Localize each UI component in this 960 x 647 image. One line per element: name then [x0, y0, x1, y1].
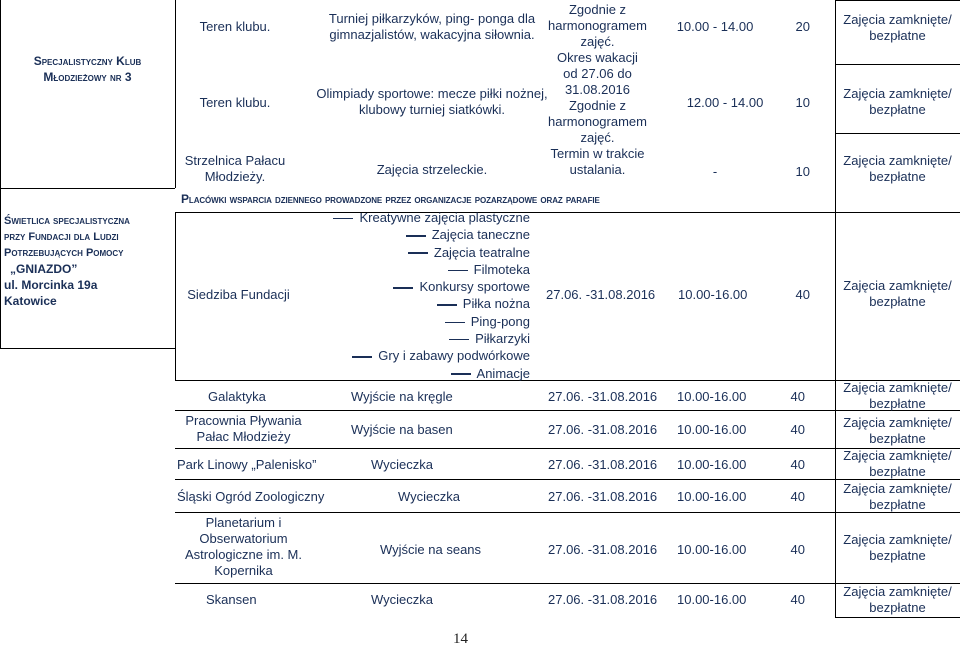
activity-item [330, 295, 530, 312]
dates-cell [535, 2, 660, 178]
place-cell: Pracownia Pływania Pałac Młodzieży [185, 413, 302, 444]
dates-line: Zgodnie z [568, 98, 627, 113]
hours-cell: 10.00-16.00 [678, 287, 748, 302]
count-cell: 40 [795, 287, 810, 302]
dates-line: harmonogramem [548, 18, 647, 33]
dates-cell: 27.06. -31.08.2016 [548, 457, 658, 472]
bullet-dash-icon [406, 235, 426, 237]
bullet-dash-icon [445, 322, 465, 324]
table-border [175, 512, 835, 513]
count-cell: 40 [790, 489, 805, 504]
org-city: Katowice [4, 294, 57, 308]
table-border [175, 583, 835, 584]
activity-cell: Olimpiady sportowe: mecze piłki nożnej, klubowy turniej siatkówki. [316, 86, 548, 117]
table-border [0, 348, 175, 349]
place-cell: Śląski Ogród Zoologiczny [177, 489, 325, 504]
hours-cell: 10.00-16.00 [677, 389, 747, 404]
org-line: Młodzieżowy nr 3 [43, 70, 132, 84]
count-cell: 40 [790, 542, 805, 557]
dates-line: Okres wakacji [557, 50, 638, 65]
hours-cell: - [712, 164, 718, 179]
hours-cell: 10.00-16.00 [677, 422, 747, 437]
activity-label: Piłka nożna [462, 296, 530, 312]
activity-label: Kreatywne zajęcia plastyczne [359, 210, 530, 225]
status-cell: Zajęcia zamknięte/ bezpłatne [843, 12, 952, 43]
count-cell: 10 [795, 95, 810, 110]
dates-cell: 27.06. -31.08.2016 [548, 422, 658, 437]
activity-label: Zajęcia taneczne [431, 227, 530, 243]
activity-cell: Wyjście na seans [380, 542, 482, 557]
activity-cell: Wycieczka [371, 592, 434, 607]
dates-line: Termin w trakcie [550, 146, 645, 161]
count-cell: 40 [790, 457, 805, 472]
status-cell: Zajęcia zamknięte/ bezpłatne [843, 380, 952, 411]
dates-line: ustalania. [569, 162, 626, 177]
place-cell: Skansen [206, 592, 257, 607]
dates-cell: 27.06. -31.08.2016 [546, 287, 656, 302]
activity-cell: Wycieczka [371, 457, 434, 472]
activities-list [330, 209, 530, 382]
count-cell: 20 [795, 19, 810, 34]
org-line: przy Fundacji dla Ludzi [4, 231, 119, 243]
table-border [835, 617, 960, 618]
table-border [175, 479, 835, 480]
place-cell: Teren klubu. [199, 95, 271, 110]
dates-line: 31.08.2016 [564, 82, 631, 97]
bullet-dash-icon [393, 287, 413, 289]
place-cell: Strzelnica Pałacu Młodzieży. [184, 153, 286, 184]
count-cell: 40 [790, 389, 805, 404]
org-name-klub [0, 53, 175, 85]
activity-item [330, 261, 530, 278]
bullet-dash-icon [448, 270, 468, 272]
activity-label: Konkursy sportowe [419, 279, 530, 295]
status-cell: Zajęcia zamknięte/ bezpłatne [843, 415, 952, 446]
org-name-gniazdo [4, 213, 174, 309]
count-cell: 10 [795, 164, 810, 179]
activity-cell: Wyjście na basen [351, 422, 453, 437]
activity-label: Piłkarzyki [475, 331, 530, 347]
hours-cell: 10.00-16.00 [677, 457, 747, 472]
hours-cell: 10.00-16.00 [677, 592, 747, 607]
status-cell: Zajęcia zamknięte/ bezpłatne [843, 532, 952, 563]
activity-item [330, 209, 530, 226]
activity-cell: Wyjście na kręgle [351, 389, 453, 404]
dates-line: harmonogramem [548, 114, 647, 129]
activity-label: Filmoteka [473, 261, 530, 277]
count-cell: 40 [790, 592, 805, 607]
activity-item [330, 226, 530, 243]
count-cell: 40 [790, 422, 805, 437]
table-border [835, 0, 960, 1]
hours-cell: 12.00 - 14.00 [686, 95, 764, 110]
bullet-dash-icon [437, 304, 457, 306]
place-cell: Galaktyka [208, 389, 266, 404]
activity-item [330, 365, 530, 382]
bullet-dash-icon [451, 373, 471, 375]
activity-item [330, 278, 530, 295]
org-line: Świetlica specjalistyczna [4, 215, 130, 227]
table-border [835, 133, 960, 134]
dates-line: zajęć. [580, 34, 615, 49]
table-border [0, 188, 175, 189]
activity-cell: Zajęcia strzeleckie. [376, 162, 488, 177]
status-cell: Zajęcia zamknięte/ bezpłatne [843, 86, 952, 117]
status-cell: Zajęcia zamknięte/ bezpłatne [843, 278, 952, 309]
page-number: 14 [453, 631, 468, 647]
status-cell: Zajęcia zamknięte/ bezpłatne [843, 153, 952, 184]
dates-line: zajęć. [580, 130, 615, 145]
hours-cell: 10.00-16.00 [677, 489, 747, 504]
place-cell: Siedziba Fundacji [187, 287, 290, 302]
org-line: Specjalistyczny Klub [33, 54, 142, 68]
activity-label: Animacje [476, 365, 530, 381]
table-border [835, 212, 960, 213]
place-cell: Park Linowy „Palenisko” [177, 457, 317, 472]
org-line: „GNIAZDO” [10, 262, 78, 276]
table-border [835, 64, 960, 65]
hours-cell: 10.00 - 14.00 [676, 19, 754, 34]
activity-cell: Wycieczka [398, 489, 461, 504]
place-cell: Teren klubu. [199, 19, 271, 34]
bullet-dash-icon [352, 356, 372, 358]
activity-cell: Turniej piłkarzyków, ping- ponga dla gimnazjalistów, wakacyjna siłownia. [328, 11, 536, 42]
status-cell: Zajęcia zamknięte/ bezpłatne [843, 584, 952, 615]
activity-item [330, 313, 530, 330]
hours-cell: 10.00-16.00 [677, 542, 747, 557]
status-cell: Zajęcia zamknięte/ bezpłatne [843, 448, 952, 479]
bullet-dash-icon [449, 339, 469, 341]
bullet-dash-icon [408, 252, 428, 254]
activity-label: Gry i zabawy podwórkowe [378, 348, 530, 364]
place-cell: Planetarium i Obserwatorium Astrologiczne im. M. Kopernika [184, 515, 303, 578]
dates-line: od 27.06 do [563, 66, 632, 81]
activity-item [330, 330, 530, 347]
activity-label: Zajęcia teatralne [433, 244, 530, 260]
activity-item [330, 347, 530, 364]
dates-cell: 27.06. -31.08.2016 [548, 389, 658, 404]
bullet-dash-icon [333, 218, 353, 220]
status-cell: Zajęcia zamknięte/ bezpłatne [843, 481, 952, 512]
activity-label: Ping-pong [470, 313, 530, 329]
table-border [175, 448, 835, 449]
section-header: Placówki wsparcia dziennego prowadzone przez organizacje pozarządowe oraz parafie [181, 192, 600, 206]
activity-item [330, 244, 530, 261]
table-border [175, 410, 835, 411]
dates-cell: 27.06. -31.08.2016 [548, 542, 658, 557]
dates-line: Zgodnie z [568, 2, 627, 17]
dates-cell: 27.06. -31.08.2016 [548, 592, 658, 607]
dates-cell: 27.06. -31.08.2016 [548, 489, 658, 504]
org-address: ul. Morcinka 19a [4, 278, 98, 292]
org-line: Potrzebujących Pomocy [4, 247, 124, 259]
